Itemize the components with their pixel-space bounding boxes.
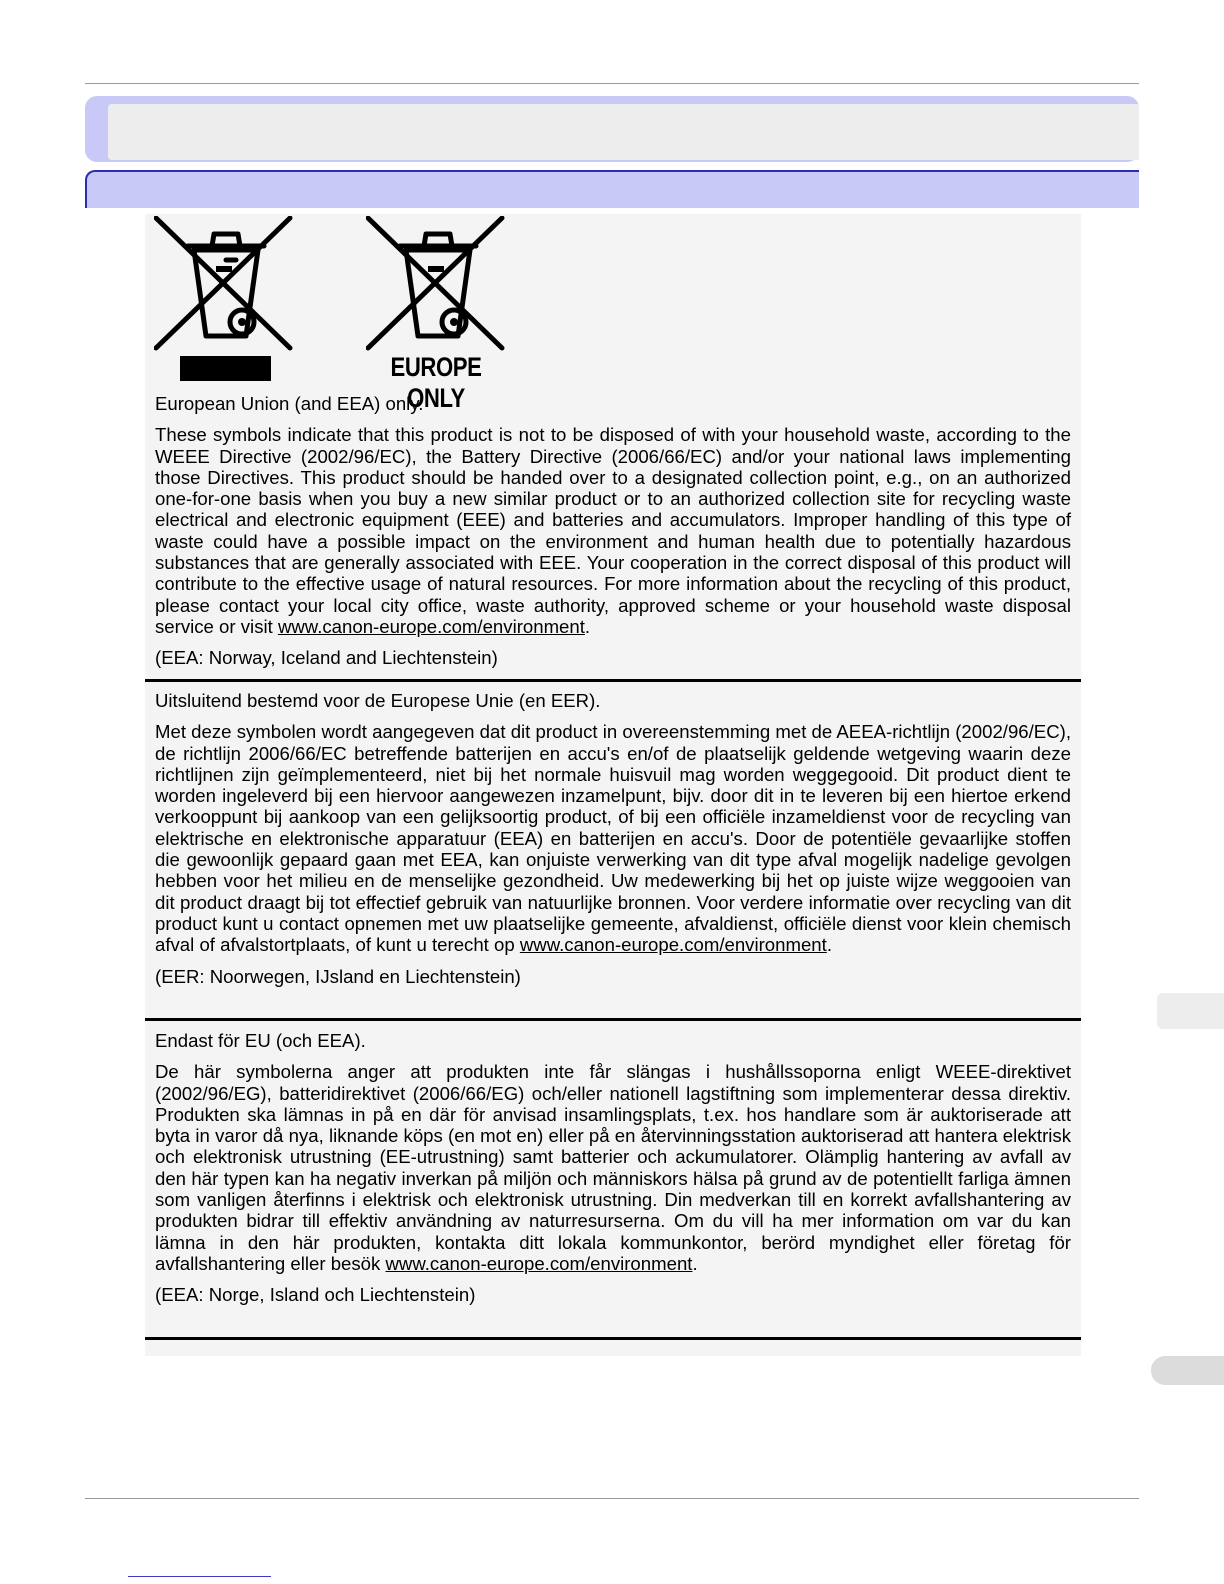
section-divider: [145, 679, 1081, 682]
section-footer: (EEA: Norge, Island och Liechtenstein): [155, 1284, 476, 1306]
section-divider: [145, 1018, 1081, 1021]
section-heading: European Union (and EEA) only.: [155, 393, 424, 414]
environment-link[interactable]: www.canon-europe.com/environment: [277, 615, 585, 637]
footer-divider: [85, 1498, 1139, 1499]
environment-link[interactable]: www.canon-europe.com/environment: [519, 934, 827, 956]
footer-link-underline: [128, 1576, 271, 1577]
title-band-inner: [108, 104, 1139, 160]
section-body: De här symbolerna anger att produkten inte får slängas i hushållssoporna enligt WEEE-direktivet (2002/96/EG), batteridirektivet (2006/66/EG) och/eller nationell lagstiftning som implementerar dessa direktiv. Produkten ska lämnas in på en där för anvisad insamlingsplats, t.ex. hos handlare som är auktoriserade att byta in varor då nya, liknande köps (en mot en) eller på en återvinningsstation auktoriserad att hantera elektrisk och elektronisk utrustning (EE-utrustning) samt batterier och ackumulatorer. Olämplig hantering av avfall av den här typen kan ha negativ inverkan på miljön och människors hälsa på grund av de potentiellt farliga ämnen som vanligen återfinns i elektrisk och elektronisk utrustning. Din medverkan till en korrekt avfallshantering av produkten bidrar till effektiv användning av naturresurserna. Om du vill ha mer information om var du kan lämna in den här produkten, kontakta ditt lokala kommunkontor, berörd myndighet eller företag för avfallshantering eller besök www.canon-europe.com/environment.: [155, 1061, 1071, 1274]
environment-link[interactable]: www.canon-europe.com/environment: [385, 1252, 693, 1274]
section-body: These symbols indicate that this product is not to be disposed of with your household waste, according to the WEEE Directive (2002/96/EC), the Battery Directive (2006/66/EC) and/or your national laws implementing those Directives. This product should be handed over to a designated collection point, e.g., on an authorized one-for-one basis when you buy a new similar product or to an authorized collection site for recycling waste electrical and electronic equipment (EEE) and batteries and accumulators. Improper handling of this type of waste could have a possible impact on the environment and human health due to potentially hazardous substances that are generally associated with EEE. Your cooperation in the correct disposal of this product will contribute to the effective usage of natural resources. For more information about the recycling of this product, please contact your local city office, waste authority, approved scheme or your household waste disposal service or visit www.canon-europe.com/environment.: [155, 424, 1071, 637]
notice-section-dutch: [155, 690, 1071, 987]
section-tab-bar: [85, 170, 1139, 208]
black-bar-marking: [180, 356, 271, 381]
notice-section-swedish: [155, 1030, 1071, 1306]
side-index-tab[interactable]: [1151, 1356, 1224, 1385]
section-heading: Uitsluitend bestemd voor de Europese Unie (en EER).: [155, 690, 601, 711]
section-divider: [145, 1337, 1081, 1340]
section-footer: (EEA: Norway, Iceland and Liechtenstein): [155, 647, 498, 669]
header-divider: [85, 83, 1139, 84]
notice-section-english: [155, 393, 1071, 669]
side-index-tab[interactable]: [1157, 993, 1224, 1029]
section-body: Met deze symbolen wordt aangegeven dat dit product in overeenstemming met de AEEA-richtlijn (2002/96/EC), de richtlijn 2006/66/EC betreffende batterijen en accu's en/of de plaatselijk geldende wetgeving waarin deze richtlijnen zijn geïmplementeerd, niet bij het normale huisvuil mag worden weggegooid. Dit product dient te worden ingeleverd bij een hiervoor aangewezen inzamelpunt, bijv. door dit in te leveren bij een hiertoe erkend verkooppunt bij aankoop van een gelijksoortig product, of bij een officiële inzameldienst voor de recycling van elektrische en elektronische apparatuur (EEA) en batterijen en accu's. Door de potentiële gevaarlijke stoffen die gewoonlijk gepaard gaan met EEA, kan onjuiste verwerking van dit type afval mogelijk nadelige gevolgen hebben voor het milieu en de menselijke gezondheid. Uw medewerking bij het op juiste wijze weggooien van dit product draagt bij tot effectief gebruik van natuurlijke bronnen. Voor verdere informatie over recycling van dit product kunt u contact opnemen met uw plaatselijke gemeente, afvaldienst, officiële dienst voor klein chemisch afval of afvalstortplaats, of kunt u terecht op www.canon-europe.com/environment.: [155, 721, 1071, 956]
europe-only-label: EUROPE ONLY: [390, 352, 482, 413]
section-heading: Endast för EU (och EEA).: [155, 1030, 366, 1051]
section-footer: (EER: Noorwegen, IJsland en Liechtenstein): [155, 965, 521, 987]
